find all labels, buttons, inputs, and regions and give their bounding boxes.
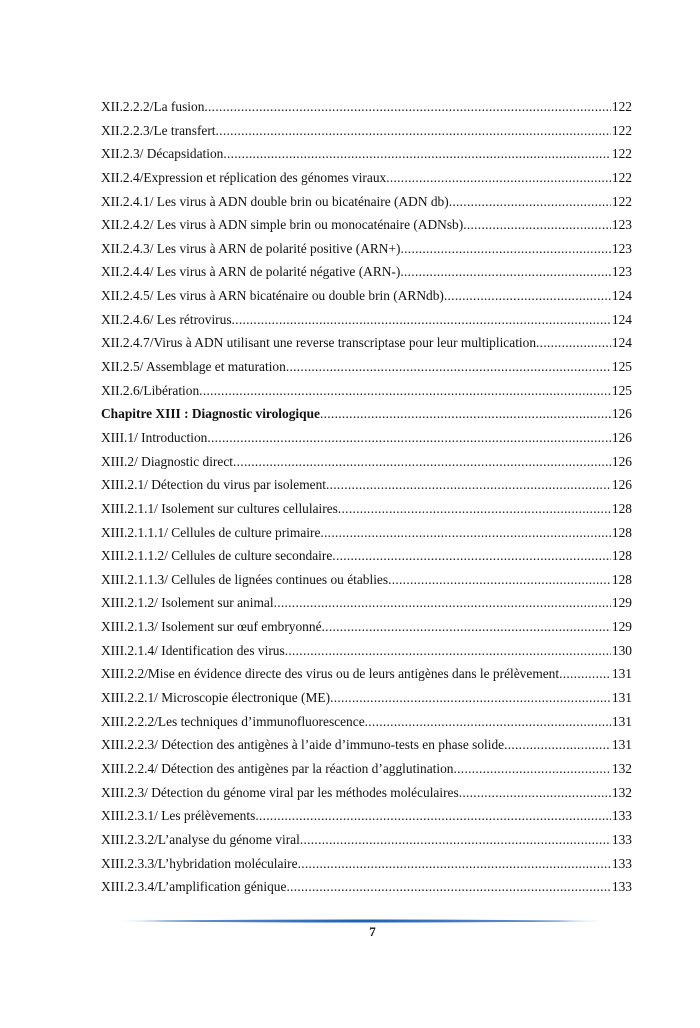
toc-entry (101, 497, 632, 521)
toc-entry (101, 591, 632, 615)
toc-dot-leader (320, 521, 611, 545)
toc-entry-page: 126 (611, 429, 632, 445)
toc-entry-page: 125 (611, 359, 632, 375)
toc-entry (101, 119, 632, 143)
toc-entry-page: 123 (611, 240, 632, 256)
toc-entry (101, 615, 632, 639)
toc-entry-page: 126 (611, 453, 632, 469)
toc-entry-page: 122 (611, 122, 632, 138)
toc-entry-page: 129 (611, 619, 632, 635)
toc-entry (101, 875, 632, 899)
toc-entry-page: 125 (611, 382, 632, 398)
toc-entry-page: 123 (611, 217, 632, 233)
toc-entry-title: XIII.2/ Diagnostic direct (101, 453, 234, 469)
toc-dot-leader (454, 757, 611, 781)
toc-entry (101, 686, 632, 710)
toc-entry (101, 260, 632, 284)
toc-entry-title: XIII.2.1.4/ Identification des virus (101, 642, 285, 658)
toc-dot-leader (322, 615, 611, 639)
toc-entry-page: 124 (611, 288, 632, 304)
footer-line-shape (100, 920, 622, 923)
toc-entry (101, 757, 632, 781)
toc-dot-leader (216, 119, 611, 143)
toc-entry-title: XIII.2.1.3/ Isolement sur œuf embryonné (101, 619, 322, 635)
toc-entry-title: XIII.2.2.2/Les techniques d’immunofluorescence (101, 713, 365, 729)
toc-entry-page: 131 (611, 690, 632, 706)
toc-entry-page: 131 (611, 713, 632, 729)
toc-entry-page: 130 (611, 642, 632, 658)
toc-entry-page: 128 (611, 524, 632, 540)
toc-dot-leader (274, 591, 611, 615)
toc-dot-leader (338, 497, 611, 521)
table-of-contents (101, 95, 632, 899)
toc-entry-title: XIII.2.2.4/ Détection des antigènes par la réaction d’agglutination (101, 760, 454, 776)
toc-entry (101, 521, 632, 545)
toc-entry-title: XII.2.4.3/ Les virus à ARN de polarité positive (ARN+) (101, 240, 401, 256)
toc-dot-leader (536, 331, 611, 355)
toc-entry-page: 132 (611, 760, 632, 776)
toc-entry-title: XII.2.4.6/ Les rétrovirus (101, 311, 232, 327)
toc-entry (101, 426, 632, 450)
page-number: 7 (369, 924, 376, 939)
toc-entry-title: XII.2.2.2/La fusion (101, 99, 205, 114)
toc-entry (101, 544, 632, 568)
toc-entry (101, 733, 632, 757)
toc-entry-page: 131 (611, 737, 632, 753)
toc-entry-title: XIII.2.3.1/ Les prélèvements (101, 808, 256, 824)
toc-entry-title: XIII.2.1.1.1/ Cellules de culture primaire (101, 524, 321, 540)
toc-dot-leader (504, 733, 611, 757)
toc-dot-leader (559, 662, 611, 686)
toc-entry (101, 95, 632, 119)
toc-dot-leader (401, 237, 611, 261)
toc-dot-leader (330, 686, 611, 710)
toc-entry-page: 133 (611, 831, 632, 847)
toc-dot-leader (286, 875, 610, 899)
toc-entry-title: XIII.2.3.4/L’amplification génique (101, 879, 287, 895)
toc-dot-leader (365, 710, 611, 734)
toc-entry (101, 450, 632, 474)
toc-entry (101, 402, 632, 426)
toc-entry (101, 142, 632, 166)
toc-entry-title: XIII.2.2.1/ Microscopie électronique (ME) (101, 690, 331, 706)
toc-dot-leader (286, 355, 611, 379)
toc-dot-leader (199, 379, 611, 403)
toc-entry (101, 213, 632, 237)
toc-entry-title: XIII.2.1.1.2/ Cellules de culture secondaire (101, 548, 333, 564)
toc-entry (101, 331, 632, 355)
toc-entry (101, 284, 632, 308)
toc-entry (101, 308, 632, 332)
toc-entry (101, 781, 632, 805)
toc-dot-leader (298, 852, 611, 876)
toc-entry-title: XIII.2.1.1.3/ Cellules de lignées continues ou établies (101, 571, 389, 587)
toc-entry-page: 123 (611, 264, 632, 280)
toc-entry-page: 122 (611, 146, 632, 162)
toc-entry-page: 133 (611, 879, 632, 895)
toc-entry-page: 122 (611, 99, 632, 114)
toc-entry-title: XII.2.4.4/ Les virus à ARN de polarité négative (ARN-) (101, 264, 401, 280)
toc-entry-page: 128 (611, 571, 632, 587)
toc-dot-leader (233, 450, 611, 474)
toc-entry-page: 126 (611, 406, 632, 422)
toc-dot-leader (320, 402, 611, 426)
toc-entry-page: 122 (611, 193, 632, 209)
toc-entry (101, 473, 632, 497)
toc-dot-leader (326, 473, 611, 497)
toc-entry (101, 166, 632, 190)
toc-entry-title: XII.2.4/Expression et réplication des génomes viraux (101, 169, 387, 185)
toc-entry-title: XIII.2.1.2/ Isolement sur animal (101, 595, 274, 611)
toc-entry-title: XII.2.2.3/Le transfert (101, 122, 216, 138)
toc-entry (101, 190, 632, 214)
toc-entry-title: XII.2.4.2/ Les virus à ADN simple brin ou monocaténaire (ADNsb) (101, 217, 464, 233)
toc-entry-title: XII.2.4.7/Virus à ADN utilisant une reverse transcriptase pour leur multiplication (101, 335, 537, 351)
toc-dot-leader (459, 781, 611, 805)
toc-entry-page: 132 (611, 784, 632, 800)
toc-entry-page: 124 (611, 311, 632, 327)
toc-dot-leader (255, 804, 611, 828)
toc-entry-page: 133 (611, 855, 632, 871)
toc-entry-page: 122 (611, 169, 632, 185)
toc-entry-title: XIII.1/ Introduction (101, 429, 208, 445)
toc-entry (101, 568, 632, 592)
toc-entry-title: XIII.2.2/Mise en évidence directe des virus ou de leurs antigènes dans le prélèvement (101, 666, 560, 682)
toc-dot-leader (400, 260, 611, 284)
toc-dot-leader (388, 568, 611, 592)
toc-entry-title: XIII.2.3.2/L’analyse du génome viral (101, 831, 300, 847)
toc-entry (101, 710, 632, 734)
toc-entry (101, 662, 632, 686)
toc-entry-page: 131 (611, 666, 632, 682)
toc-dot-leader (332, 544, 611, 568)
toc-entry-page: 129 (611, 595, 632, 611)
toc-entry (101, 852, 632, 876)
toc-dot-leader (285, 639, 611, 663)
toc-dot-leader (300, 828, 611, 852)
toc-entry-page: 124 (611, 335, 632, 351)
toc-entry-title: Chapitre XIII : Diagnostic virologique (101, 406, 320, 422)
toc-entry (101, 237, 632, 261)
toc-entry-title: XII.2.5/ Assemblage et maturation (101, 359, 286, 375)
toc-entry-page: 128 (611, 548, 632, 564)
toc-entry (101, 828, 632, 852)
toc-entry-title: XII.2.4.5/ Les virus à ARN bicaténaire ou double brin (ARNdb) (101, 288, 444, 304)
toc-entry (101, 639, 632, 663)
toc-entry-page: 133 (611, 808, 632, 824)
toc-dot-leader (204, 95, 611, 119)
toc-entry-title: XIII.2.3.3/L’hybridation moléculaire (101, 855, 298, 871)
toc-entry-title: XII.2.6/Libération (101, 382, 200, 398)
toc-entry-title: XIII.2.1/ Détection du virus par isolement (101, 477, 326, 493)
toc-entry (101, 355, 632, 379)
toc-dot-leader (463, 213, 611, 237)
toc-entry-title: XIII.2.1.1/ Isolement sur cultures cellulaires (101, 500, 338, 516)
toc-dot-leader (386, 166, 611, 190)
toc-dot-leader (207, 426, 611, 450)
toc-entry-page: 126 (611, 477, 632, 493)
toc-entry (101, 379, 632, 403)
toc-entry-title: XIII.2.2.3/ Détection des antigènes à l’aide d’immuno-tests en phase solide (101, 737, 505, 753)
toc-dot-leader (223, 142, 611, 166)
toc-dot-leader (444, 284, 611, 308)
toc-dot-leader (232, 308, 611, 332)
toc-entry (101, 804, 632, 828)
toc-entry-title: XII.2.4.1/ Les virus à ADN double brin ou bicaténaire (ADN db) (101, 193, 449, 209)
toc-entry-title: XIII.2.3/ Détection du génome viral par les méthodes moléculaires (101, 784, 459, 800)
toc-entry-page: 128 (611, 500, 632, 516)
toc-entry-title: XII.2.3/ Décapsidation (101, 146, 224, 162)
toc-dot-leader (449, 190, 611, 214)
